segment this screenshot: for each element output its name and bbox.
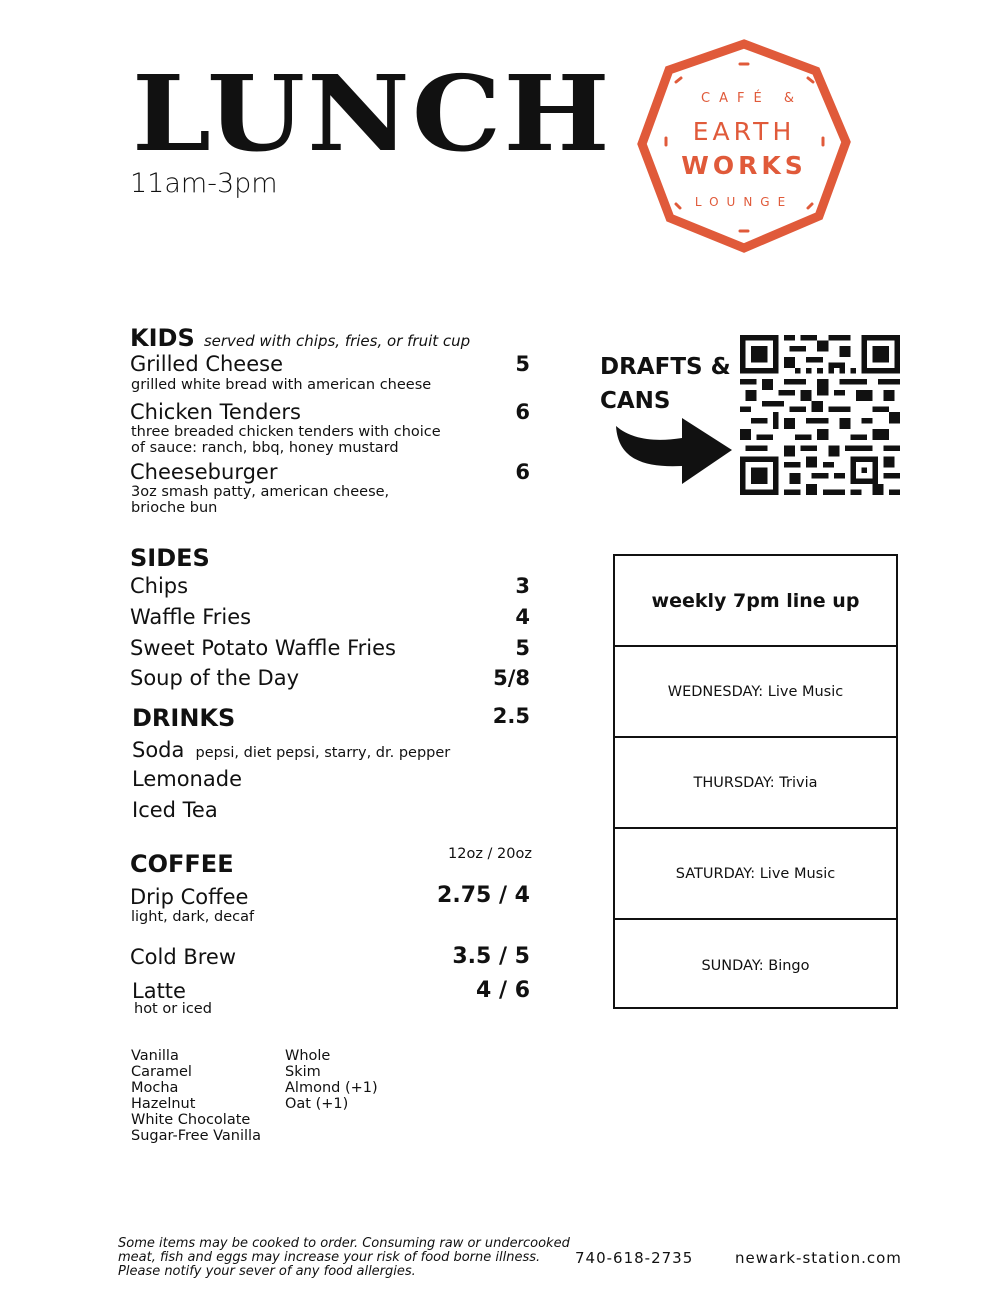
menu-item-name: Cold Brew <box>130 945 237 969</box>
menu-item-name: Latte <box>132 979 186 1003</box>
menu-item-name: Cheeseburger <box>130 460 278 484</box>
kids-note: served with chips, fries, or fruit cup <box>203 332 471 350</box>
menu-item-desc: 3oz smash patty, american cheese, <box>131 484 390 500</box>
menu-item-name: Lemonade <box>132 767 242 791</box>
menu-item-price: 5 <box>515 352 530 376</box>
menu-item-price: 6 <box>515 400 530 424</box>
menu-item-name: Chicken Tenders <box>130 400 301 424</box>
sides-heading: SIDES <box>130 544 210 572</box>
menu-item-name: Sweet Potato Waffle Fries <box>130 636 396 660</box>
menu-item-desc: light, dark, decaf <box>131 909 255 925</box>
drink-item-soda <box>132 740 450 761</box>
logo-bottom-text: LOUNGE <box>694 195 794 209</box>
menu-item-name: Soup of the Day <box>130 666 300 690</box>
menu-item-name: Drip Coffee <box>130 885 249 909</box>
lineup-row: THURSDAY: Trivia <box>615 738 896 829</box>
logo-top-text: CAFÉ & <box>701 91 803 106</box>
flavor-item: Caramel <box>131 1064 192 1080</box>
flavor-item: Vanilla <box>131 1048 179 1064</box>
menu-item-name: Chips <box>130 574 189 598</box>
website-link[interactable]: newark-station.com <box>735 1249 902 1267</box>
menu-item-desc: three breaded chicken tenders with choice <box>131 424 441 440</box>
allergy-notice-line: Some items may be cooked to order. Consuming raw or undercooked <box>118 1236 570 1251</box>
menu-item-desc: brioche bun <box>131 500 218 516</box>
milk-item: Almond (+1) <box>285 1080 378 1096</box>
kids-header <box>130 326 470 350</box>
menu-item-desc: of sauce: ranch, bbq, honey mustard <box>131 440 399 456</box>
lineup-row: SATURDAY: Live Music <box>615 829 896 920</box>
coffee-sizes: 12oz / 20oz <box>448 846 532 862</box>
drafts-label <box>600 350 731 418</box>
drafts-line2: CANS <box>600 388 671 414</box>
milk-item: Whole <box>285 1048 331 1064</box>
kids-heading: KIDS <box>130 324 195 352</box>
allergy-notice <box>118 1237 588 1279</box>
menu-item-price: 6 <box>515 460 530 484</box>
flavor-list <box>131 1048 261 1144</box>
milk-list <box>285 1048 378 1112</box>
lineup-row: WEDNESDAY: Live Music <box>615 647 896 738</box>
menu-item-price: 4 / 6 <box>476 978 530 1003</box>
lineup-row: SUNDAY: Bingo <box>701 957 810 974</box>
drinks-price: 2.5 <box>492 704 530 728</box>
qr-code[interactable] <box>740 335 900 495</box>
menu-item-price: 5 <box>515 636 530 660</box>
allergy-notice-line: meat, fish and eggs may increase your risk of food borne illness. <box>118 1250 541 1265</box>
menu-item-name: Waffle Fries <box>130 605 252 629</box>
menu-item-name: Iced Tea <box>132 798 218 822</box>
allergy-notice-line: Please notify your sever of any food allergies. <box>118 1264 416 1279</box>
menu-item-price: 3.5 / 5 <box>452 944 530 969</box>
milk-item: Oat (+1) <box>285 1096 349 1112</box>
weekly-lineup <box>613 554 898 1009</box>
hours: 11am-3pm <box>130 168 278 199</box>
menu-item-price: 3 <box>515 574 530 598</box>
earthworks-logo <box>636 38 852 254</box>
flavor-item: White Chocolate <box>131 1112 251 1128</box>
drafts-line1: DRAFTS & <box>600 354 731 380</box>
page-title: LUNCH <box>132 52 612 175</box>
menu-item-name: Soda <box>132 738 185 762</box>
arrow-right-icon <box>612 418 736 490</box>
flavor-item: Sugar-Free Vanilla <box>131 1128 261 1144</box>
menu-item-desc: pepsi, diet pepsi, starry, dr. pepper <box>195 745 451 761</box>
flavor-item: Mocha <box>131 1080 179 1096</box>
flavor-item: Hazelnut <box>131 1096 196 1112</box>
logo-line2: WORKS <box>681 151 807 180</box>
menu-item-price: 2.75 / 4 <box>437 883 530 908</box>
logo-line1: EARTH <box>692 117 796 146</box>
menu-item-name: Grilled Cheese <box>130 352 284 376</box>
drinks-heading: DRINKS <box>132 704 236 732</box>
menu-item-desc: grilled white bread with american cheese <box>131 377 432 393</box>
menu-item-price: 5/8 <box>493 666 530 690</box>
milk-item: Skim <box>285 1064 321 1080</box>
phone-number[interactable]: 740-618-2735 <box>575 1249 694 1267</box>
menu-item-desc: hot or iced <box>134 1001 212 1017</box>
lineup-heading: weekly 7pm line up <box>615 556 896 647</box>
menu-item-price: 4 <box>515 605 530 629</box>
coffee-heading: COFFEE <box>130 850 234 878</box>
